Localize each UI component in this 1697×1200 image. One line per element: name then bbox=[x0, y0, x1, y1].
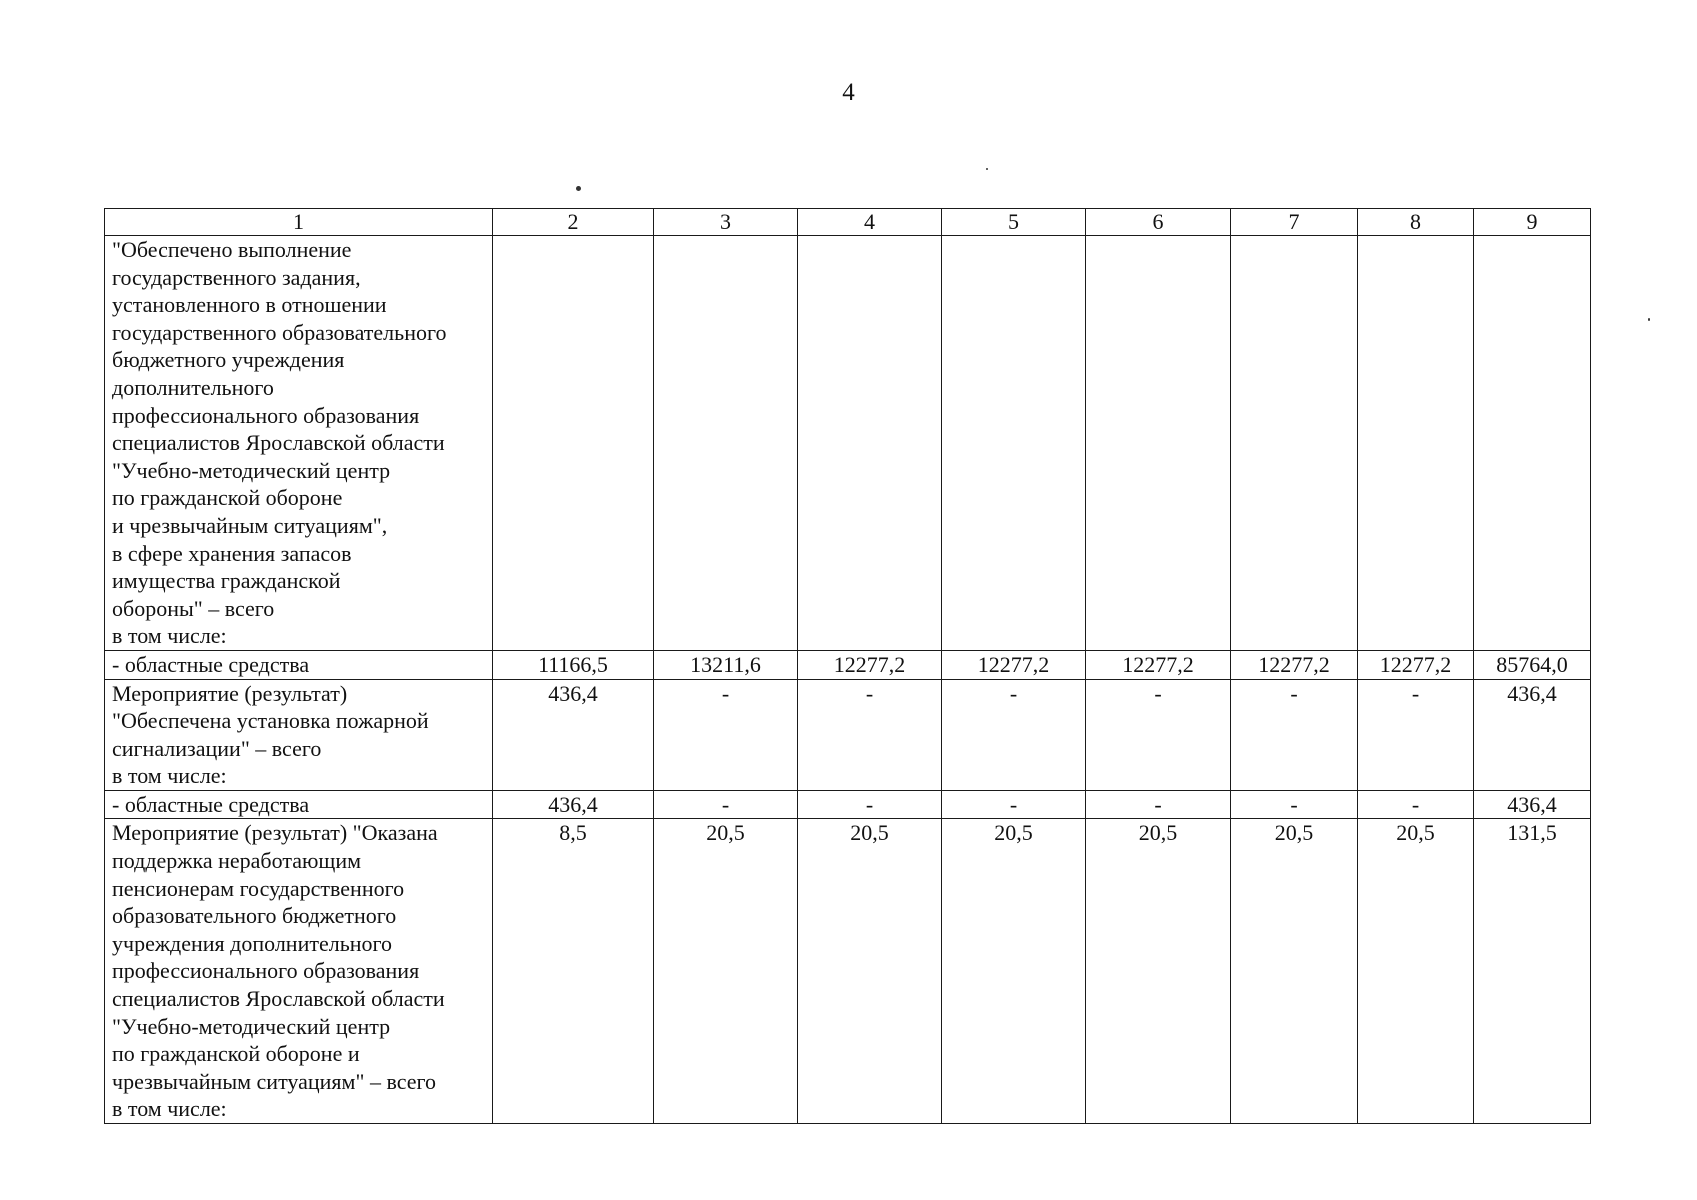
row-label-line: образовательного бюджетного bbox=[112, 903, 397, 929]
value-cell: 436,4 bbox=[493, 679, 654, 790]
column-number: 3 bbox=[654, 209, 798, 236]
row-label bbox=[105, 679, 493, 790]
row-label-line: чрезвычайным ситуациям" – всего bbox=[112, 1068, 436, 1094]
row-label-line: дополнительного bbox=[112, 374, 274, 400]
page-number: 4 bbox=[842, 79, 855, 106]
row-label-line: специалистов Ярославской области bbox=[112, 430, 445, 456]
row-label bbox=[105, 650, 493, 679]
value-cell: - bbox=[1358, 679, 1474, 790]
row-label-line: профессионального образования bbox=[112, 958, 420, 984]
column-number: 6 bbox=[1086, 209, 1231, 236]
value-cell bbox=[654, 236, 798, 651]
scan-speck bbox=[576, 186, 581, 191]
row-label-line: установленного в отношении bbox=[112, 292, 387, 318]
value-cell: 20,5 bbox=[942, 819, 1086, 1124]
row-label-line: в том числе: bbox=[112, 763, 227, 789]
value-cell: 20,5 bbox=[1086, 819, 1231, 1124]
scan-speck bbox=[986, 168, 988, 170]
row-label-line: в том числе: bbox=[112, 1096, 227, 1122]
table-row bbox=[105, 236, 1591, 651]
row-label-line: "Обеспечена установка пожарной bbox=[112, 708, 429, 734]
column-number-row bbox=[105, 209, 1591, 236]
row-label-line: "Обеспечено выполнение bbox=[112, 237, 352, 262]
value-cell bbox=[798, 236, 942, 651]
value-cell: 11166,5 bbox=[493, 650, 654, 679]
column-number: 1 bbox=[105, 209, 493, 236]
value-cell: - bbox=[654, 679, 798, 790]
row-label-line: обороны" – всего bbox=[112, 595, 275, 621]
table-row bbox=[105, 650, 1591, 679]
column-number: 8 bbox=[1358, 209, 1474, 236]
row-label-line: бюджетного учреждения bbox=[112, 347, 345, 373]
value-cell: 12277,2 bbox=[798, 650, 942, 679]
column-number: 7 bbox=[1231, 209, 1358, 236]
value-cell bbox=[1474, 236, 1591, 651]
row-label-line: пенсионерам государственного bbox=[112, 875, 405, 901]
row-label bbox=[105, 236, 493, 651]
budget-table bbox=[104, 208, 1591, 1124]
value-cell: - bbox=[1086, 679, 1231, 790]
value-cell: - bbox=[942, 679, 1086, 790]
value-cell bbox=[1231, 236, 1358, 651]
table-body bbox=[105, 209, 1591, 1124]
value-cell: - bbox=[798, 790, 942, 819]
table-row bbox=[105, 790, 1591, 819]
value-cell: - bbox=[1231, 790, 1358, 819]
row-label-line: государственного образовательного bbox=[112, 319, 447, 345]
value-cell: 436,4 bbox=[1474, 790, 1591, 819]
row-label-line: в сфере хранения запасов bbox=[112, 540, 352, 566]
row-label-line: государственного задания, bbox=[112, 264, 361, 290]
column-number: 4 bbox=[798, 209, 942, 236]
row-label-line: учреждения дополнительного bbox=[112, 930, 392, 956]
row-label-line: профессионального образования bbox=[112, 402, 420, 428]
row-label bbox=[105, 819, 493, 1124]
table-row bbox=[105, 819, 1591, 1124]
row-label-line: имущества гражданской bbox=[112, 568, 341, 594]
row-label-line: Мероприятие (результат) bbox=[112, 680, 348, 706]
column-number: 9 bbox=[1474, 209, 1591, 236]
value-cell: - bbox=[1086, 790, 1231, 819]
row-label-line: "Учебно-методический центр bbox=[112, 1013, 391, 1039]
value-cell: 12277,2 bbox=[1358, 650, 1474, 679]
row-label-line: - областные средства bbox=[112, 651, 310, 677]
column-number: 5 bbox=[942, 209, 1086, 236]
row-label-line: сигнализации" – всего bbox=[112, 735, 322, 761]
value-cell: 436,4 bbox=[493, 790, 654, 819]
value-cell: - bbox=[942, 790, 1086, 819]
value-cell: 12277,2 bbox=[1086, 650, 1231, 679]
row-label-line: по гражданской обороне bbox=[112, 485, 343, 511]
value-cell bbox=[1086, 236, 1231, 651]
value-cell: 20,5 bbox=[654, 819, 798, 1124]
column-number: 2 bbox=[493, 209, 654, 236]
value-cell: - bbox=[1231, 679, 1358, 790]
row-label-line: Мероприятие (результат) "Оказана bbox=[112, 820, 438, 846]
value-cell: 20,5 bbox=[798, 819, 942, 1124]
value-cell: 85764,0 bbox=[1474, 650, 1591, 679]
row-label-line: специалистов Ярославской области bbox=[112, 986, 445, 1012]
value-cell bbox=[1358, 236, 1474, 651]
value-cell: - bbox=[654, 790, 798, 819]
value-cell: - bbox=[798, 679, 942, 790]
value-cell: 12277,2 bbox=[942, 650, 1086, 679]
value-cell: 131,5 bbox=[1474, 819, 1591, 1124]
value-cell: 436,4 bbox=[1474, 679, 1591, 790]
value-cell: 20,5 bbox=[1231, 819, 1358, 1124]
value-cell: - bbox=[1358, 790, 1474, 819]
scan-speck bbox=[1648, 318, 1650, 321]
value-cell bbox=[942, 236, 1086, 651]
row-label-line: по гражданской обороне и bbox=[112, 1041, 360, 1067]
table-row bbox=[105, 679, 1591, 790]
row-label-line: в том числе: bbox=[112, 623, 227, 649]
row-label-line: и чрезвычайным ситуациям", bbox=[112, 512, 388, 538]
value-cell: 8,5 bbox=[493, 819, 654, 1124]
row-label bbox=[105, 790, 493, 819]
row-label-line: "Учебно-методический центр bbox=[112, 457, 391, 483]
value-cell: 12277,2 bbox=[1231, 650, 1358, 679]
value-cell: 20,5 bbox=[1358, 819, 1474, 1124]
value-cell bbox=[493, 236, 654, 651]
row-label-line: - областные средства bbox=[112, 791, 310, 817]
row-label-line: поддержка неработающим bbox=[112, 848, 362, 874]
value-cell: 13211,6 bbox=[654, 650, 798, 679]
